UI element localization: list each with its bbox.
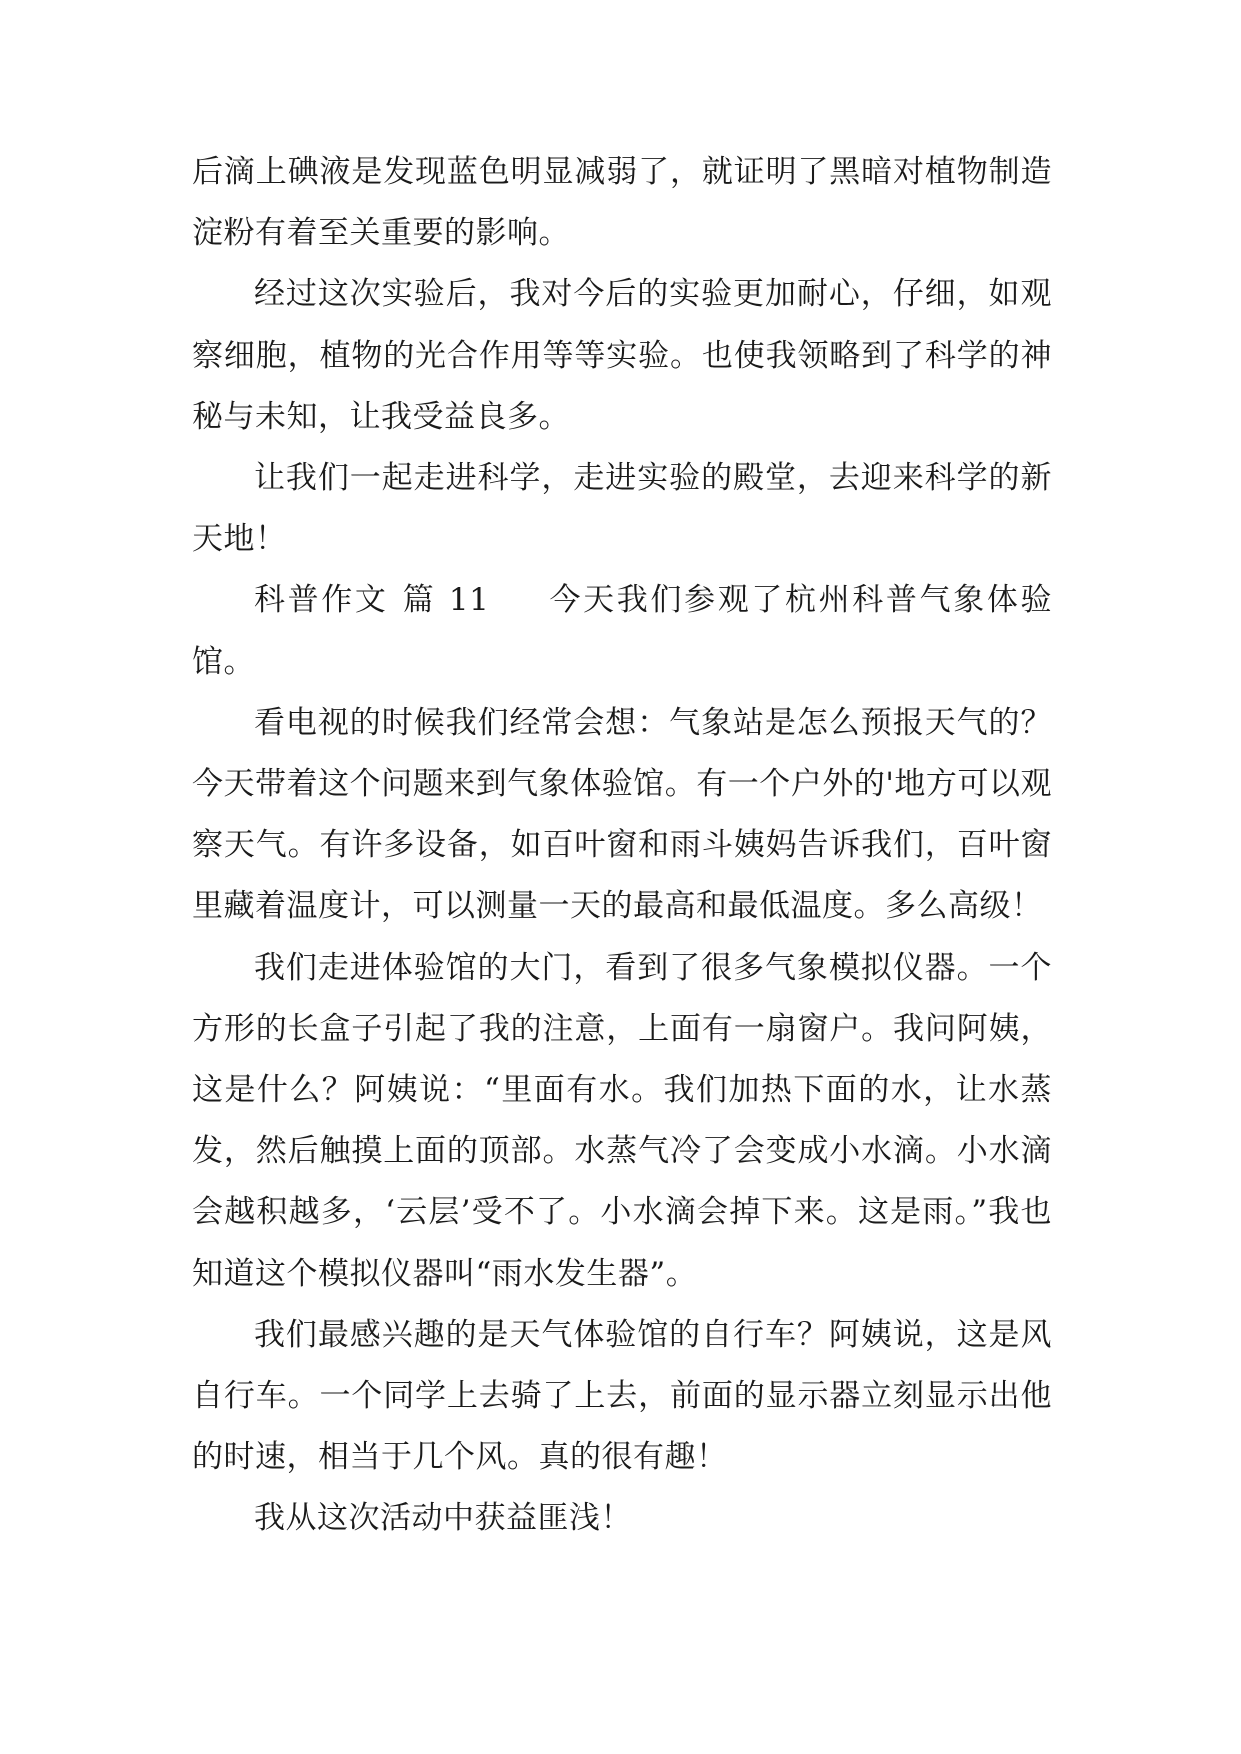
paragraph-8: 我从这次活动中获益匪浅！ xyxy=(254,1500,632,1537)
essay-intro: 今天我们参观了杭州科普气象体验馆。 xyxy=(192,582,1053,680)
essay-number: 篇 11 xyxy=(400,582,490,619)
paragraph-7: 我们最感兴趣的是天气体验馆的自行车？阿姨说，这是风自行车。一个同学上去骑了上去，前面的显示器立刻显示出他的时速，相当于几个风。真的很有趣！ xyxy=(192,1316,1052,1476)
paragraph-6: 我们走进体验馆的大门，看到了很多气象模拟仪器。一个方形的长盒子引起了我的注意，上面有一扇窗户。我问阿姨，这是什么？阿姨说：“里面有水。我们加热下面的水，让水蒸发，然后触摸上面的顶部。水蒸气冷了会变成小水滴。小水滴会越积越多，‘云层’受不了。小水滴会掉下来。这是雨。”我也知道这个模拟仪器叫“雨水发生器”。 xyxy=(192,949,1052,1292)
paragraph-4 xyxy=(192,570,1052,692)
document-body xyxy=(192,142,1052,1550)
essay-label: 科普作文 xyxy=(254,582,389,619)
paragraph-3: 让我们一起走进科学，走进实验的殿堂，去迎来科学的新天地！ xyxy=(192,460,1052,558)
paragraph-5: 看电视的时候我们经常会想：气象站是怎么预报天气的？今天带着这个问题来到气象体验馆。有一个户外的'地方可以观察天气。有许多设备，如百叶窗和雨斗姨妈告诉我们，百叶窗里藏着温度计，可以测量一天的最高和最低温度。多么高级！ xyxy=(192,704,1052,925)
paragraph-1: 后滴上碘液是发现蓝色明显减弱了，就证明了黑暗对植物制造淀粉有着至关重要的影响。 xyxy=(192,154,1052,252)
paragraph-2: 经过这次实验后，我对今后的实验更加耐心，仔细，如观察细胞，植物的光合作用等等实验。也使我领略到了科学的神秘与未知，让我受益良多。 xyxy=(192,276,1052,435)
